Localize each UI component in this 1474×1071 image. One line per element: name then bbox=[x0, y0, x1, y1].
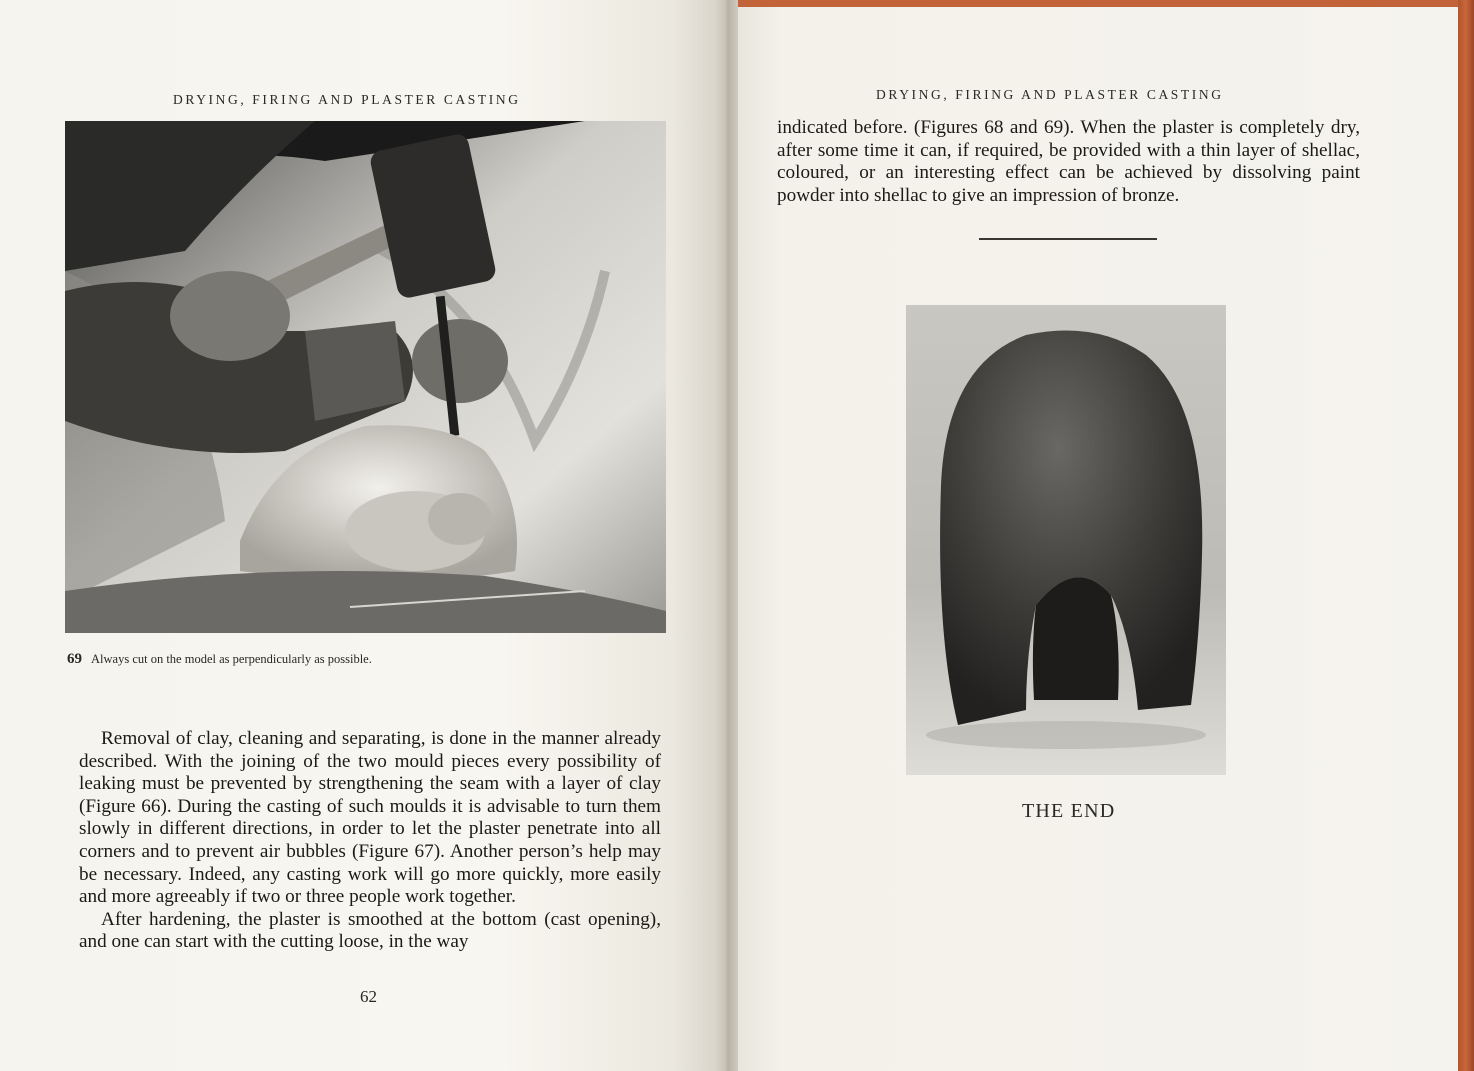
paragraph-after-hardening: After hardening, the plaster is smoothed at the bottom (cast opening), and one can start with the cutting loose, in the way bbox=[79, 908, 661, 953]
running-head-right: DRYING, FIRING AND PLASTER CASTING bbox=[876, 87, 1224, 102]
section-divider-rule bbox=[979, 238, 1157, 240]
cover-edge-right bbox=[1458, 0, 1474, 1071]
right-body-text bbox=[777, 117, 1360, 207]
figure-caption-text: Always cut on the model as perpendicularly as possible. bbox=[91, 652, 372, 666]
figure-number: 69 bbox=[67, 651, 82, 667]
figure-69-caption bbox=[67, 651, 372, 668]
left-body-text bbox=[79, 728, 661, 954]
cover-edge-top bbox=[738, 0, 1474, 7]
figure-69-photo bbox=[65, 121, 666, 633]
the-end-heading: THE END bbox=[1022, 800, 1116, 822]
book-gutter bbox=[716, 0, 738, 1071]
sculpture-photo bbox=[906, 305, 1226, 775]
page-number: 62 bbox=[360, 987, 377, 1006]
carving-photo-image bbox=[65, 121, 666, 633]
bear-sculpture-image bbox=[906, 305, 1226, 775]
running-head-left: DRYING, FIRING AND PLASTER CASTING bbox=[173, 92, 521, 107]
paragraph-indicated-before: indicated before. (Figures 68 and 69). When the plaster is completely dry, after some time it can, if required, be provided with a thin layer of shellac, coloured, or an interesting effect can be achieved by dissolving paint powder into shellac to give an impression of bronze. bbox=[777, 117, 1360, 206]
paragraph-removal-of-clay: Removal of clay, cleaning and separating, is done in the manner already described. With the joining of the two mould pieces every possibility of leaking must be prevented by strengthening the seam with a layer of clay (Figure 66). During the casting of such moulds it is advisable to turn them slowly in different directions, in order to let the plaster penetrate into all corners and to prevent air bubbles (Figure 67). Another person’s help may be necessary. Indeed, any casting work will go more quickly, more easily and more agreeably if two or three people work together. bbox=[79, 728, 661, 908]
